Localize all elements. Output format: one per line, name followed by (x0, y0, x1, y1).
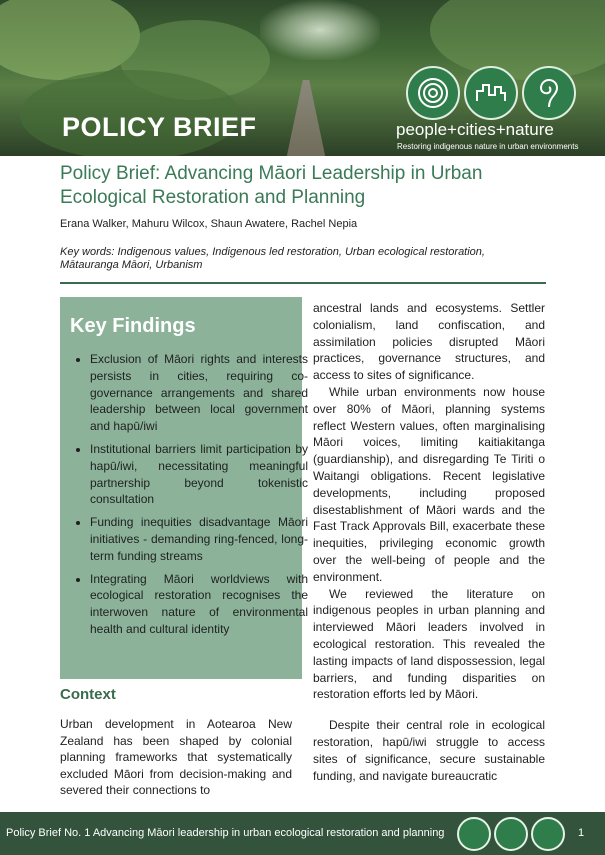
context-paragraph: Urban development in Aotearoa New Zealand has been shaped by colonial planning frameworks that systematically excluded Māori from decision-making and severed their connections to (60, 717, 292, 797)
logo-group (406, 66, 576, 120)
key-findings-list (74, 351, 308, 644)
fern-shape (0, 0, 140, 80)
list-item: • Integrating Māori worldviews with ecological restoration recognises the interwoven nature of environmental health and cultural identity (90, 571, 308, 638)
key-findings-panel (60, 297, 308, 679)
body-paragraph: While urban environments now house over 80% of Māori, planning systems reflect Western values, often marginalising Māori voices, limiting kaitiakitanga (guardianship), and disregarding Te Tiriti o Waitangi obligations. Recent legislative developments, including proposed disestablishment of Māori wards and the Fast Track Approvals Bill, exacerbate these inequities, privileging economic growth over the well-being of people and the environment. (313, 384, 545, 584)
author-list: Erana Walker, Mahuru Wilcox, Shaun Awatere, Rachel Nepia (60, 218, 358, 230)
brand-name: people+cities+nature (396, 120, 554, 139)
brand-tagline: Restoring indigenous nature in urban environments (397, 142, 579, 151)
fingerprint-icon (406, 66, 460, 120)
list-item: • Exclusion of Māori rights and interests persists in cities, requiring co-governance arrangements and shared leadership between local government and hapū/iwi (90, 351, 308, 435)
list-item: • Funding inequities disadvantage Māori initiatives - demanding ring-fenced, long-term funding streams (90, 514, 308, 564)
boardwalk (286, 80, 326, 156)
body-paragraph: We reviewed the literature on indigenous peoples in urban planning and interviewed Māori leaders involved in ecological restoration. This revealed the lasting impacts of land dispossession, legal barriers, and funding disparities on restoration efforts led by Māori. (313, 586, 545, 702)
footer-logo-group (457, 817, 565, 851)
divider (60, 282, 546, 284)
body-paragraph: ancestral lands and ecosystems. Settler colonialism, land confiscation, and assimilation policies disrupted Māori practices, governance structures, and access to sites of significance. (313, 301, 545, 383)
key-findings-heading: Key Findings (70, 315, 196, 337)
page-number: 1 (578, 827, 585, 839)
fern-koru-icon (531, 817, 565, 851)
header-photo (0, 0, 605, 156)
banner-title: POLICY BRIEF (62, 112, 257, 142)
footer-text: Policy Brief No. 1 Advancing Māori leadership in urban ecological restoration and planning (6, 827, 445, 839)
city-skyline-icon (494, 817, 528, 851)
body-paragraph: Despite their central role in ecological restoration, hapū/iwi struggle to access sites of significance, secure sustainable funding, and navigate bureaucratic (313, 718, 545, 783)
sky-glow (260, 0, 380, 60)
city-skyline-icon (464, 66, 518, 120)
footer (0, 812, 605, 855)
fingerprint-icon (457, 817, 491, 851)
list-item: • Institutional barriers limit participation by hapū/iwi, necessitating meaningful partnership beyond tokenistic consultation (90, 441, 308, 508)
document-title: Policy Brief: Advancing Māori Leadership in Urban Ecological Restoration and Planning (60, 163, 483, 208)
context-heading: Context (60, 686, 116, 703)
keywords: Key words: Indigenous values, Indigenous led restoration, Urban ecological restoration, Mātauranga Māori, Urbanism (60, 246, 485, 271)
fern-koru-icon (522, 66, 576, 120)
body-column (313, 300, 545, 784)
